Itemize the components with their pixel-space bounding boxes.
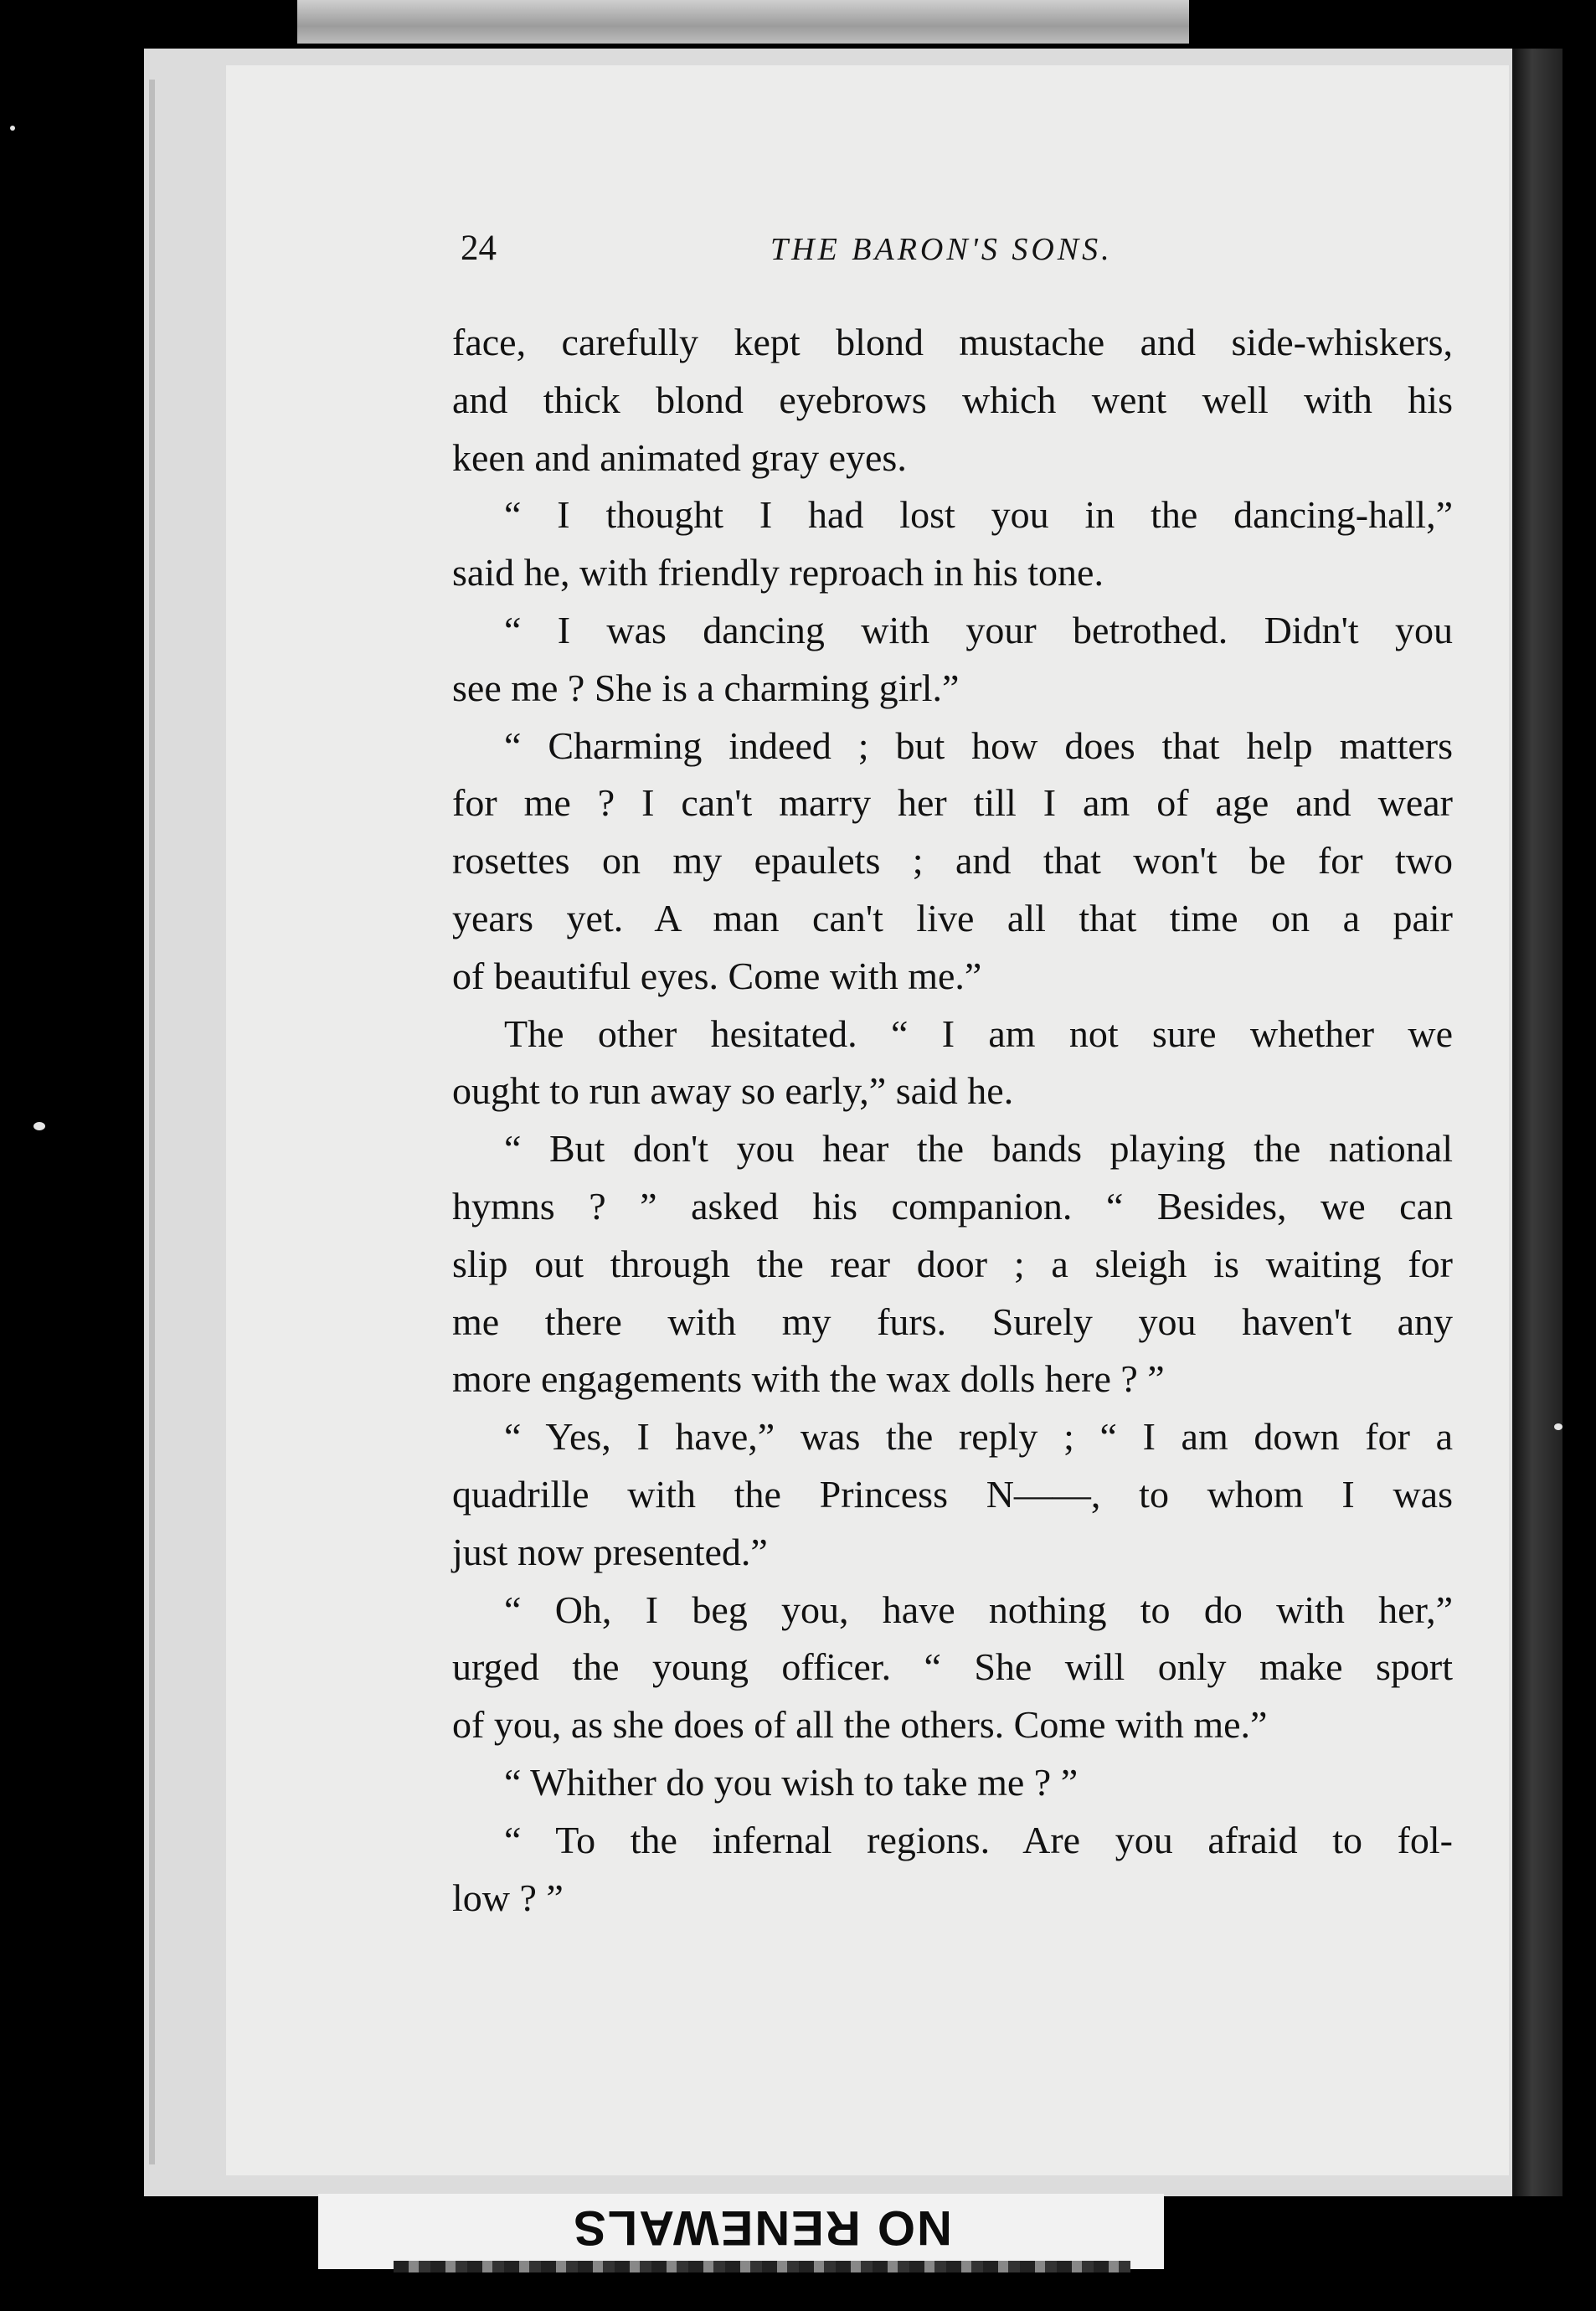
text-line: of you, as she does of all the others. Come with me.” <box>452 1703 1268 1747</box>
text-line: “ Yes, I have,” was the reply ; “ I am down for a <box>504 1415 1453 1459</box>
scan-speck <box>10 126 15 131</box>
page-header <box>461 228 1449 278</box>
scan-top-strip <box>297 0 1189 44</box>
text-line: and thick blond eyebrows which went well with his <box>452 378 1453 421</box>
text-line: keen and animated gray eyes. <box>452 435 907 479</box>
text-line: “ But don't you hear the bands playing the national <box>504 1127 1453 1171</box>
text-line: “ Whither do you wish to take me ? ” <box>504 1760 1079 1804</box>
text-line: The other hesitated. “ I am not sure whether we <box>504 1011 1453 1055</box>
page-number: 24 <box>461 229 497 268</box>
text-line: see me ? She is a charming girl.” <box>452 666 960 709</box>
text-line: said he, with friendly reproach in his tone. <box>452 551 1104 594</box>
scan-speck <box>33 1122 45 1130</box>
text-line: low ? ” <box>452 1876 564 1919</box>
text-line: ought to run away so early,” said he. <box>452 1069 1014 1113</box>
text-line: more engagements with the wax dolls here ? ” <box>452 1357 1165 1401</box>
text-line: years yet. A man can't live all that time on a pair <box>452 896 1453 939</box>
text-line: face, carefully kept blond mustache and side-whiskers, <box>452 321 1453 363</box>
text-line: slip out through the rear door ; a sleigh is waiting for <box>452 1242 1453 1285</box>
text-line: “ I was dancing with your betrothed. Didn't you <box>504 608 1453 651</box>
text-line: rosettes on my epaulets ; and that won't be for two <box>452 839 1453 883</box>
text-line: “ I thought I had lost you in the dancing-hall,” <box>504 493 1453 537</box>
page-right-shadow <box>1512 49 1563 2196</box>
text-line: me there with my furs. Surely you haven't any <box>452 1300 1453 1343</box>
text-line: of beautiful eyes. Come with me.” <box>452 954 982 997</box>
text-line: “ To the infernal regions. Are you afraid to fol- <box>504 1818 1453 1861</box>
text-line: urged the young officer. “ She will only make sport <box>452 1645 1453 1689</box>
scan-speck <box>1554 1423 1563 1430</box>
text-line: just now presented.” <box>452 1530 768 1573</box>
text-line: for me ? I can't marry her till I am of age and wear <box>452 781 1453 825</box>
body-text <box>452 314 1453 1927</box>
text-line: “ Oh, I beg you, have nothing to do with her,” <box>504 1588 1453 1631</box>
no-renewals-stamp: NO RENEWALS <box>572 2200 952 2256</box>
running-title: THE BARON'S SONS. <box>770 232 1113 267</box>
scan-bottom-noise <box>394 2261 1130 2272</box>
text-line: quadrille with the Princess N——, to whom I was <box>452 1472 1453 1516</box>
page-edge-rule <box>149 80 155 2164</box>
text-line: “ Charming indeed ; but how does that help matters <box>504 723 1453 767</box>
text-line: hymns ? ” asked his companion. “ Besides, we can <box>452 1184 1453 1228</box>
